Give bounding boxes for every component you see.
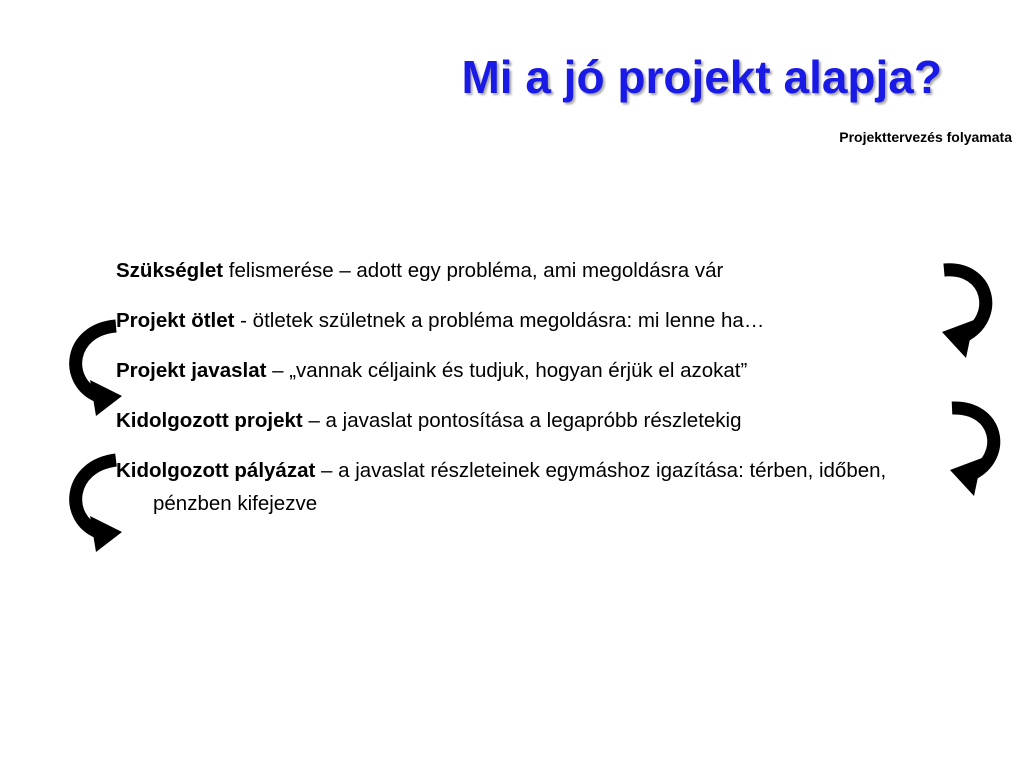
step-item-detailed-application (116, 454, 956, 520)
step-term: Projekt ötlet (116, 309, 235, 332)
step-description: – „vannak céljaink és tudjuk, hogyan érjük el azokat” (266, 359, 748, 382)
curved-arrow-left-icon (64, 318, 126, 418)
step-item-idea (116, 304, 956, 337)
step-item-proposal (116, 354, 956, 387)
step-item-detailed-project (116, 404, 956, 437)
slide-title: Mi a jó projekt alapja? (461, 51, 942, 103)
step-item-need (116, 254, 956, 287)
step-term: Szükséglet (116, 259, 224, 282)
curved-arrow-right-icon (946, 400, 1008, 500)
process-steps-list (116, 254, 956, 537)
step-description: – a javaslat pontosítása a legapróbb részletekig (302, 409, 742, 432)
step-description: – a javaslat részleteinek egymáshoz igazítása: térben, időben, pénzben kifejezve (153, 459, 887, 515)
step-term: Kidolgozott pályázat (116, 459, 316, 482)
step-description: - ötletek születnek a probléma megoldásra: mi lenne ha… (234, 309, 765, 332)
curved-arrow-right-icon (938, 260, 1000, 364)
slide-subtitle: Projekttervezés folyamata (839, 129, 1012, 145)
step-term: Projekt javaslat (116, 359, 267, 382)
step-term: Kidolgozott projekt (116, 409, 303, 432)
curved-arrow-left-icon (64, 452, 126, 554)
step-description: felismerése – adott egy probléma, ami megoldásra vár (223, 259, 724, 282)
